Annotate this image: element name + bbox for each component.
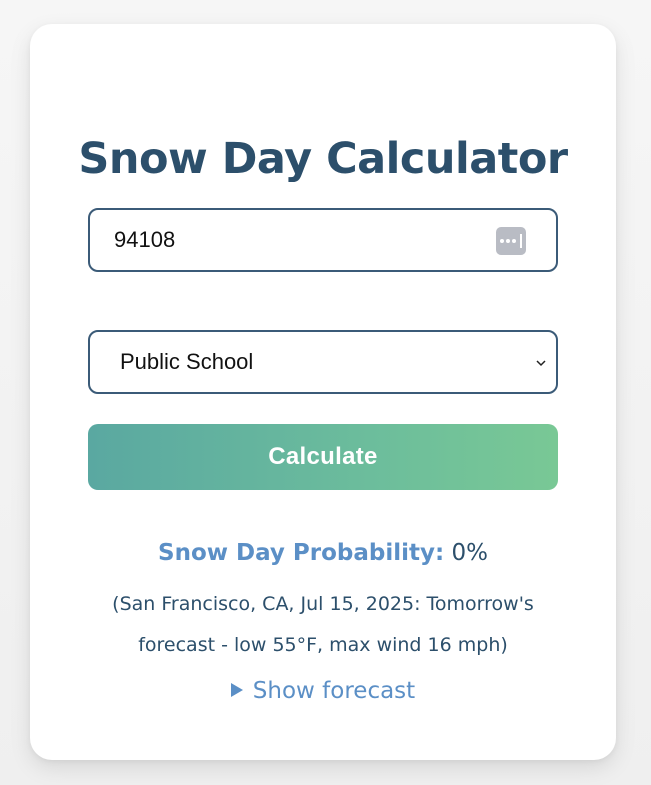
keyboard-dot xyxy=(506,239,510,243)
page-title: Snow Day Calculator xyxy=(78,134,568,184)
forecast-details xyxy=(90,584,556,666)
calculator-card xyxy=(30,24,616,760)
school-type-selected-value: Public School xyxy=(120,349,254,374)
keyboard-dot xyxy=(512,239,516,243)
show-forecast-toggle[interactable] xyxy=(30,678,616,704)
keyboard-dot xyxy=(500,239,504,243)
keyboard-icon[interactable] xyxy=(496,227,526,255)
forecast-details-line: forecast - low 55°F, max wind 16 mph) xyxy=(138,634,508,656)
keyboard-bar xyxy=(520,234,522,248)
probability-value: 0% xyxy=(451,540,488,566)
forecast-details-line: (San Francisco, CA, Jul 15, 2025: Tomorrow's xyxy=(112,593,534,615)
probability-label: Snow Day Probability: xyxy=(158,540,445,566)
probability-result xyxy=(30,540,616,566)
calculate-button[interactable]: Calculate xyxy=(88,424,558,490)
chevron-down-icon xyxy=(536,358,546,368)
show-forecast-label: Show forecast xyxy=(252,678,416,704)
zip-code-input[interactable] xyxy=(88,208,558,272)
school-type-select[interactable] xyxy=(88,330,558,394)
triangle-right-icon xyxy=(231,683,243,697)
